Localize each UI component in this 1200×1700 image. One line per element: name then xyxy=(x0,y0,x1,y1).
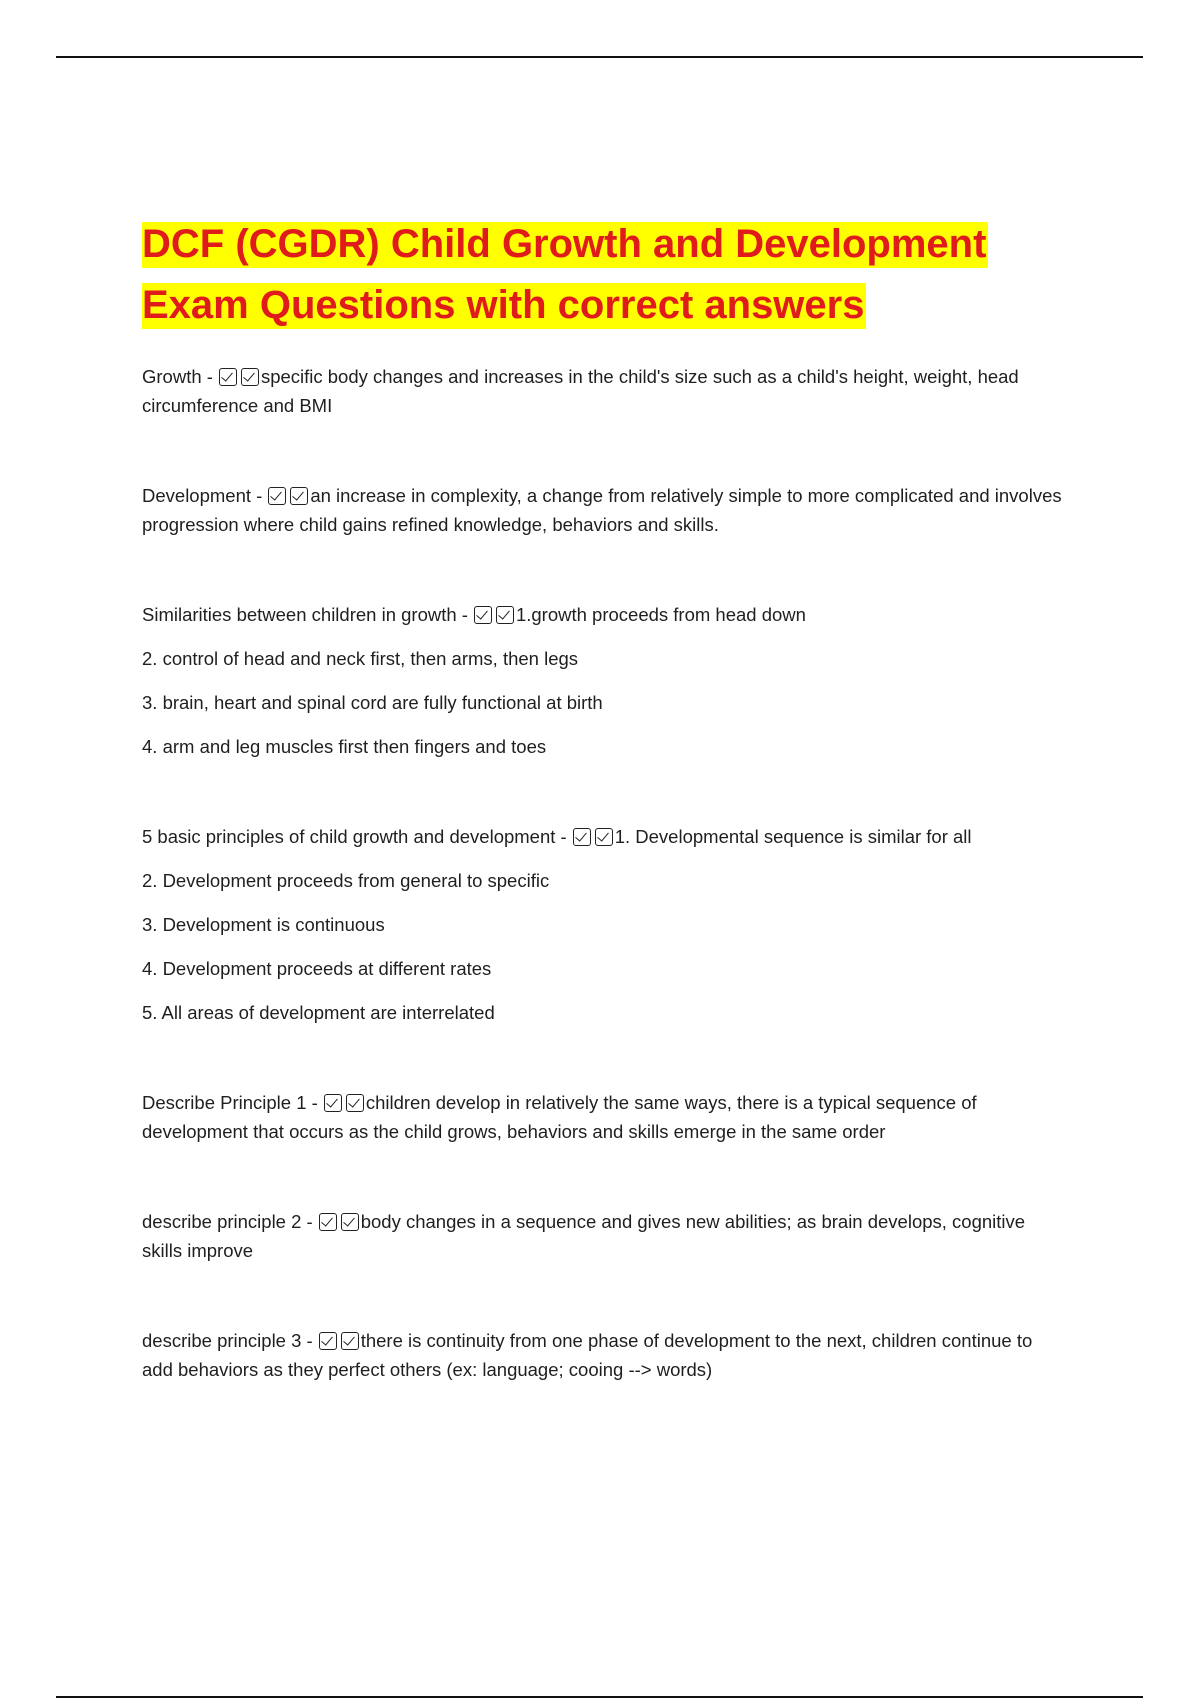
bottom-rule xyxy=(56,1696,1143,1698)
checkbox-checked-icon xyxy=(290,487,308,505)
answer-list-item: 4. arm and leg muscles first then fingers and toes xyxy=(142,736,547,757)
question-term: describe principle 3 - xyxy=(142,1330,313,1351)
checkbox-checked-icon xyxy=(324,1094,342,1112)
qa-item-principle-1 xyxy=(142,1088,1062,1146)
qa-line xyxy=(142,1088,1062,1146)
qa-line xyxy=(142,362,1062,420)
answer-text: children develop in relatively the same ways, there is a typical sequence of development that occurs as the child grows, behaviors and skills emerge in the same order xyxy=(142,1092,977,1142)
title-line-1: DCF (CGDR) Child Growth and Development xyxy=(142,222,987,266)
top-rule xyxy=(56,56,1143,58)
question-term: Describe Principle 1 - xyxy=(142,1092,318,1113)
qa-item-growth xyxy=(142,362,1062,420)
checkbox-checked-icon xyxy=(573,828,591,846)
document-body xyxy=(142,214,1062,1384)
document-title xyxy=(142,214,1062,336)
checkbox-checked-icon xyxy=(268,487,286,505)
checkmarks xyxy=(268,485,312,506)
question-term: 5 basic principles of child growth and development - xyxy=(142,826,567,847)
qa-line xyxy=(142,1207,1062,1265)
qa-line xyxy=(142,1326,1062,1384)
answer-list-item: 3. Development is continuous xyxy=(142,914,385,935)
title-line-2: Exam Questions with correct answers xyxy=(142,283,865,327)
checkmarks xyxy=(474,604,518,625)
checkbox-checked-icon xyxy=(341,1213,359,1231)
question-term: describe principle 2 - xyxy=(142,1211,313,1232)
checkbox-checked-icon xyxy=(341,1332,359,1350)
answer-list-item: 4. Development proceeds at different rates xyxy=(142,958,492,979)
answer-list-item: 2. Development proceeds from general to specific xyxy=(142,870,550,891)
answer-text: an increase in complexity, a change from relatively simple to more complicated and involves progression where child gains refined knowledge, behaviors and skills. xyxy=(142,485,1062,535)
qa-item-similarities xyxy=(142,600,1062,761)
qa-line xyxy=(142,600,1062,629)
checkbox-checked-icon xyxy=(219,368,237,386)
qa-item-principle-3 xyxy=(142,1326,1062,1384)
question-term: Development - xyxy=(142,485,263,506)
checkbox-checked-icon xyxy=(241,368,259,386)
answer-text: 1.growth proceeds from head down xyxy=(515,604,806,625)
checkmarks xyxy=(219,366,263,387)
answer-text: there is continuity from one phase of development to the next, children continue to add behaviors as they perfect others (ex: language; cooing --> words) xyxy=(142,1330,1033,1380)
answer-text: specific body changes and increases in the child's size such as a child's height, weight, head circumference and BMI xyxy=(142,366,1019,416)
checkmarks xyxy=(319,1211,363,1232)
qa-line xyxy=(142,822,1062,851)
answer-list-item: 5. All areas of development are interrelated xyxy=(142,1002,495,1023)
qa-item-basic-principles xyxy=(142,822,1062,1027)
answer-list-item: 2. control of head and neck first, then arms, then legs xyxy=(142,648,579,669)
qa-line xyxy=(142,481,1062,539)
qa-item-development xyxy=(142,481,1062,539)
qa-item-principle-2 xyxy=(142,1207,1062,1265)
checkmarks xyxy=(324,1092,368,1113)
checkmarks xyxy=(319,1330,363,1351)
answer-list-item: 3. brain, heart and spinal cord are fully functional at birth xyxy=(142,692,603,713)
answer-text: 1. Developmental sequence is similar for all xyxy=(614,826,972,847)
answer-text: body changes in a sequence and gives new abilities; as brain develops, cognitive skills improve xyxy=(142,1211,1026,1261)
checkbox-checked-icon xyxy=(595,828,613,846)
question-term: Growth - xyxy=(142,366,213,387)
checkbox-checked-icon xyxy=(496,606,514,624)
checkbox-checked-icon xyxy=(346,1094,364,1112)
checkbox-checked-icon xyxy=(474,606,492,624)
checkmarks xyxy=(573,826,617,847)
checkbox-checked-icon xyxy=(319,1213,337,1231)
question-term: Similarities between children in growth - xyxy=(142,604,468,625)
checkbox-checked-icon xyxy=(319,1332,337,1350)
